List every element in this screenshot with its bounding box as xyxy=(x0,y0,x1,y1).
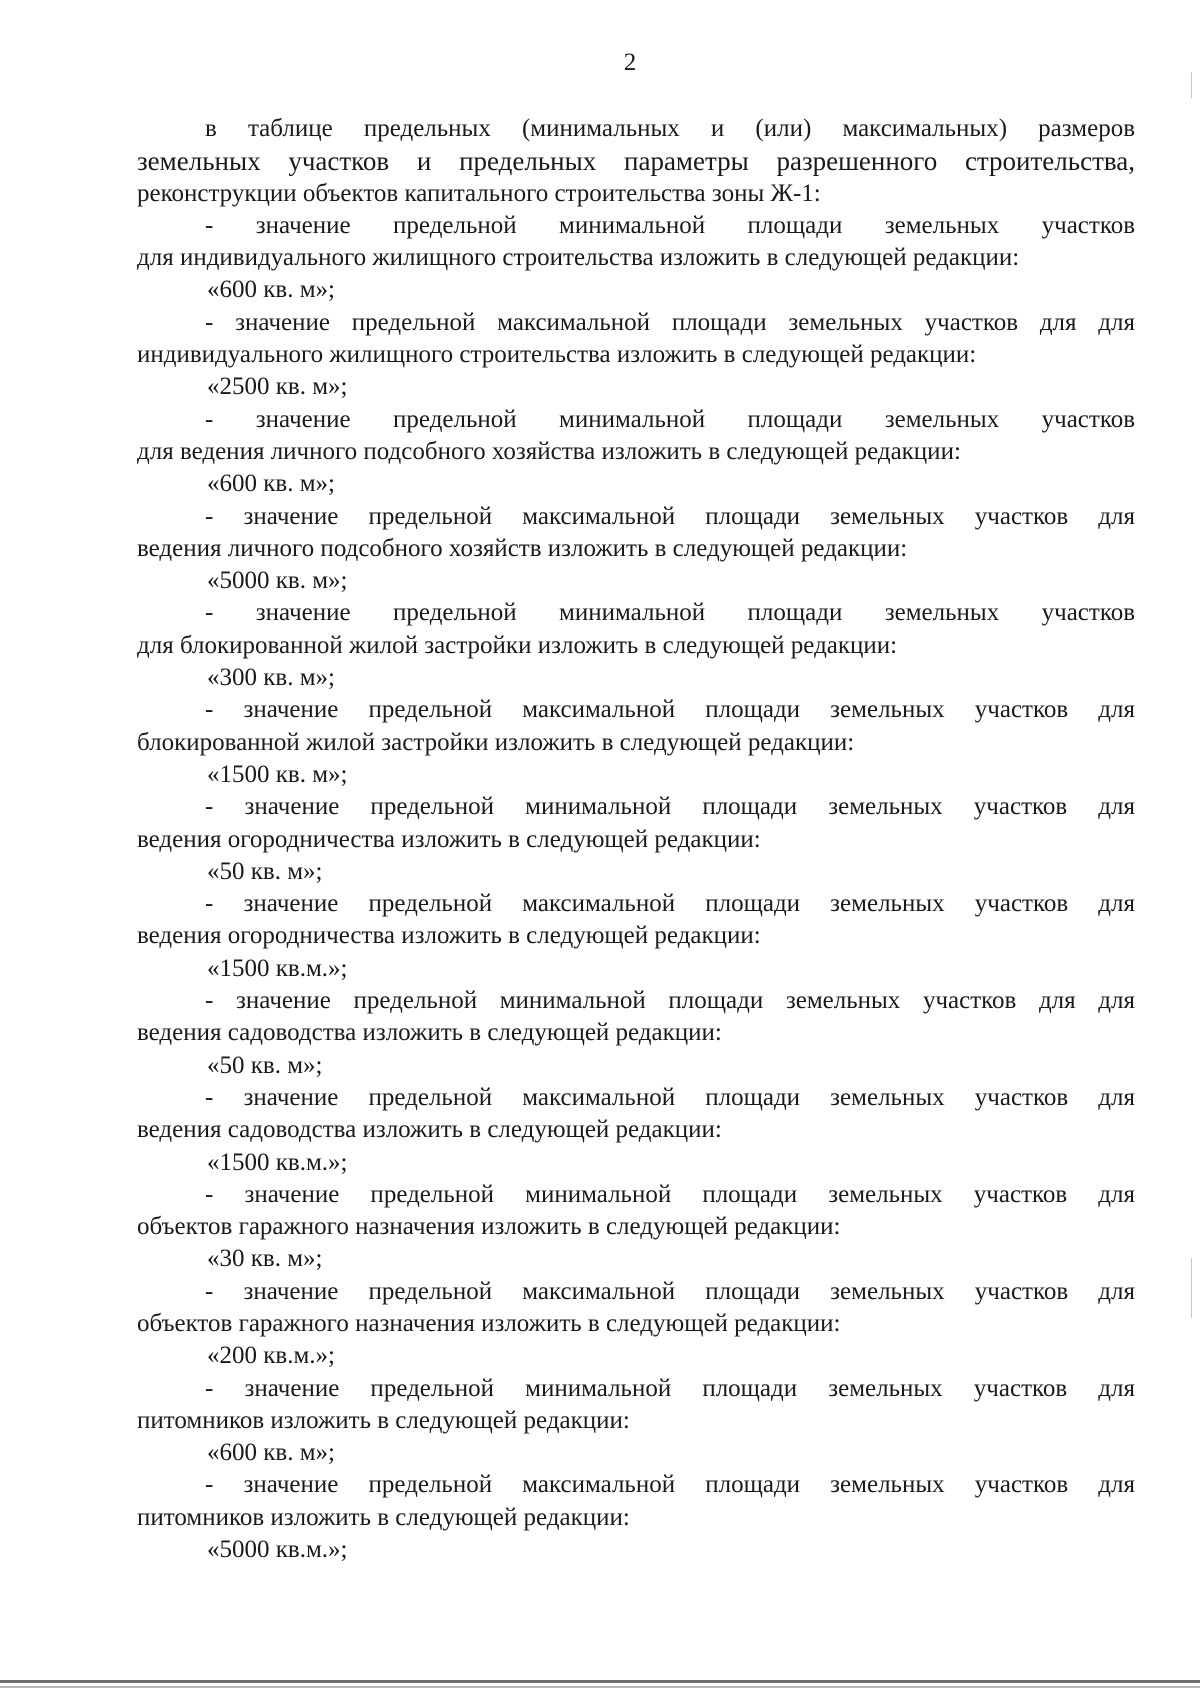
value-line: «600 кв. м»; xyxy=(207,276,335,304)
value-line: «5000 кв.м.»; xyxy=(207,1536,348,1564)
text-line: питомников изложить в следующей редакции: xyxy=(137,1406,630,1434)
text-line: - значение предельной максимальной площади земельных участков для xyxy=(205,1083,1135,1111)
document-body xyxy=(137,113,1135,1566)
text-line: объектов гаражного назначения изложить в следующей редакции: xyxy=(137,1309,841,1337)
text-line: в таблице предельных (минимальных и (или) максимальных) размеров xyxy=(205,115,1135,142)
text-line: - значение предельной максимальной площади земельных участков для для xyxy=(205,308,1135,336)
scan-bottom-edge xyxy=(0,1680,1200,1683)
value-line: «5000 кв. м»; xyxy=(207,567,348,595)
scan-edge-mark xyxy=(1191,1258,1192,1318)
value-line: «50 кв. м»; xyxy=(207,1051,323,1079)
text-line: для ведения личного подсобного хозяйства изложить в следующей редакции: xyxy=(137,437,961,465)
value-line: «1500 кв. м»; xyxy=(207,760,348,788)
text-line: для индивидуального жилищного строительства изложить в следующей редакции: xyxy=(137,244,1020,272)
text-line: - значение предельной минимальной площади земельных участков для xyxy=(205,1374,1135,1402)
text-line: - значение предельной минимальной площади земельных участков для для xyxy=(205,987,1135,1015)
value-line: «1500 кв.м.»; xyxy=(207,1148,348,1176)
text-line: - значение предельной максимальной площади земельных участков для xyxy=(205,890,1135,918)
text-line: - значение предельной максимальной площади земельных участков для xyxy=(205,696,1135,724)
text-line: - значение предельной минимальной площади земельных участков xyxy=(205,405,1135,433)
text-line: реконструкции объектов капитального строительства зоны Ж-1: xyxy=(137,179,821,207)
value-line: «600 кв. м»; xyxy=(207,470,335,498)
value-line: «50 кв. м»; xyxy=(207,857,323,885)
text-line: - значение предельной минимальной площади земельных участков xyxy=(205,599,1135,627)
text-line: ведения огородничества изложить в следующей редакции: xyxy=(137,825,761,853)
text-line: питомников изложить в следующей редакции: xyxy=(137,1503,630,1531)
value-line: «600 кв. м»; xyxy=(207,1439,335,1467)
text-line: ведения личного подсобного хозяйств изложить в следующей редакции: xyxy=(137,534,908,562)
text-line: - значение предельной максимальной площади земельных участков для xyxy=(205,1277,1135,1305)
text-line: блокированной жилой застройки изложить в следующей редакции: xyxy=(137,728,855,756)
text-line: - значение предельной минимальной площади земельных участков для xyxy=(205,793,1135,821)
value-line: «200 кв.м.»; xyxy=(207,1342,335,1370)
value-line: «1500 кв.м.»; xyxy=(207,954,348,982)
value-line: «2500 кв. м»; xyxy=(207,373,348,401)
value-line: «300 кв. м»; xyxy=(207,664,335,692)
text-line: земельных участков и предельных параметры разрешенного строительства, xyxy=(137,146,1135,177)
text-line: - значение предельной максимальной площади земельных участков для xyxy=(205,1471,1135,1499)
text-line: - значение предельной минимальной площади земельных участков для xyxy=(205,1180,1135,1208)
page-number: 2 xyxy=(623,49,637,76)
value-line: «30 кв. м»; xyxy=(207,1245,323,1273)
text-line: ведения садоводства изложить в следующей редакции: xyxy=(137,1116,722,1144)
text-line: объектов гаражного назначения изложить в следующей редакции: xyxy=(137,1213,841,1241)
text-line: индивидуального жилищного строительства изложить в следующей редакции: xyxy=(137,341,977,369)
text-line: для блокированной жилой застройки изложить в следующей редакции: xyxy=(137,631,898,659)
text-line: ведения садоводства изложить в следующей редакции: xyxy=(137,1019,722,1047)
text-line: ведения огородничества изложить в следующей редакции: xyxy=(137,922,761,950)
text-line: - значение предельной минимальной площади земельных участков xyxy=(205,211,1135,239)
scan-edge-mark xyxy=(1191,72,1192,98)
scan-bottom-edge-shadow xyxy=(0,1686,1200,1688)
text-line: - значение предельной максимальной площади земельных участков для xyxy=(205,502,1135,530)
